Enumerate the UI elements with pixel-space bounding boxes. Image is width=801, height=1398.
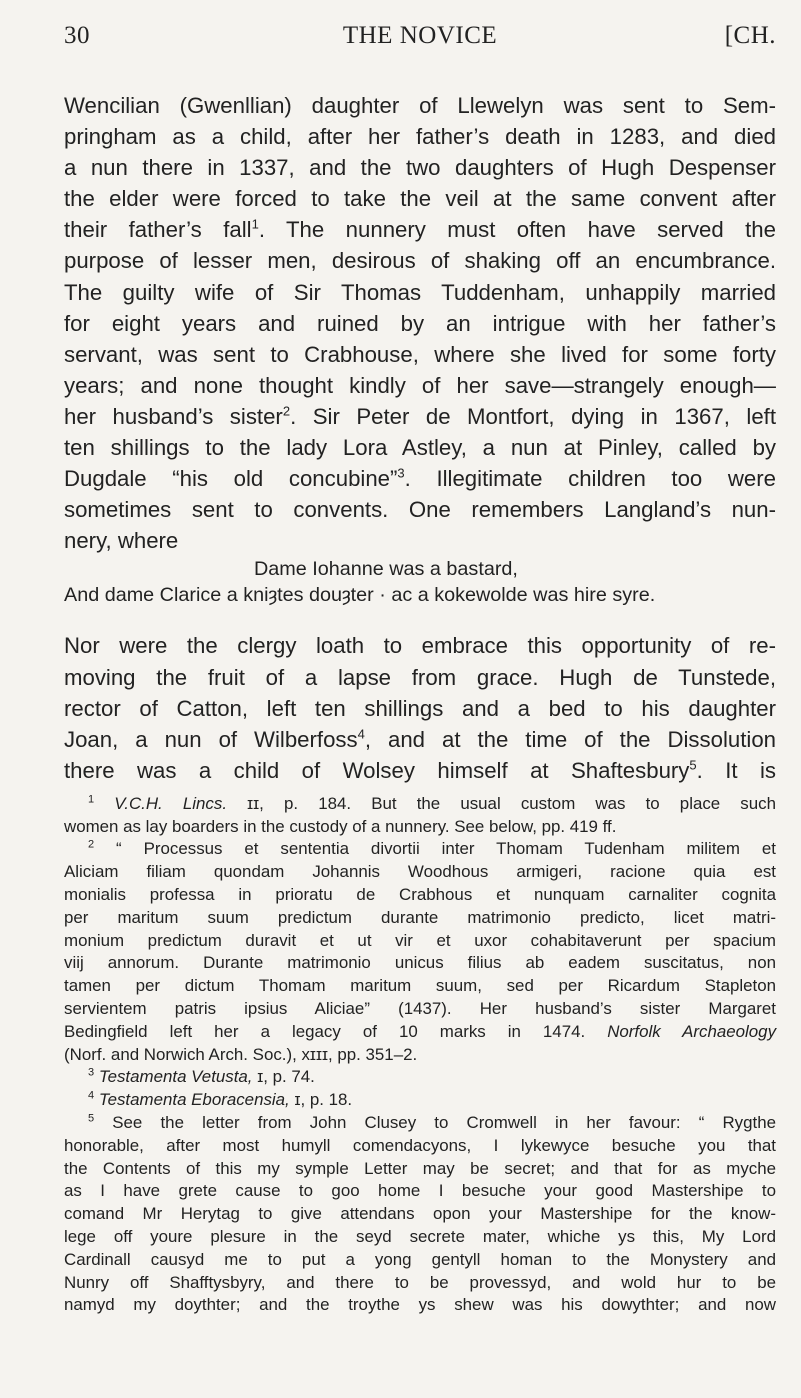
- footnote-line: honorable, after most humyll comendacyons, I lykewyce besuche you that: [64, 1135, 776, 1155]
- footnotes: [64, 793, 776, 1317]
- footnote-mark: 3: [397, 465, 405, 481]
- text-line: Joan, a nun of Wilberfoss$^4$, and at the time of the Dissolution: [64, 726, 776, 752]
- footnote-line: Bedingfield left her a legacy of 10 marks in 1474. Norfolk Archaeology: [64, 1021, 777, 1041]
- footnote-line: the Contents of this my symple Letter may be secret; and that for as myche: [64, 1158, 776, 1178]
- running-title: THE NOVICE: [342, 22, 498, 49]
- text-line: servant, was sent to Crabhouse, where she lived for some forty: [64, 341, 776, 367]
- text-line: purpose of lesser men, desirous of shaking off an encumbrance.: [64, 248, 776, 274]
- text-line: rector of Catton, left ten shillings and a bed to his daughter: [64, 695, 776, 721]
- footnote-line: tamen per dictum Thomam maritum suum, sed per Ricardum Stapleton: [64, 976, 776, 996]
- text-line: years; and none thought kindly of her save—strangely enough—: [64, 372, 776, 398]
- footnote-line: monium predictum duravit et ut vir et uxor cohabitaverunt per spacium: [64, 930, 776, 950]
- footnote-line: per maritum suum predictum durante matrimonio predicto, licet matri-: [64, 907, 776, 927]
- footnote-line: viij annorum. Durante matrimonio unicus filius ab eadem suscitatus, non: [64, 953, 776, 973]
- footnote-mark: 1: [251, 216, 259, 232]
- text-line: the elder were forced to take the veil at the same convent after: [64, 186, 776, 212]
- verse-line: Dame Iohanne was a bastard,: [254, 558, 518, 581]
- text-line: moving the fruit of a lapse from grace. Hugh de Tunstede,: [64, 664, 776, 690]
- text-line: a nun there in 1337, and the two daughters of Hugh Despenser: [64, 155, 776, 181]
- text-line: Dugdale “his old concubine”$^3$. Illegitimate children too were: [64, 465, 776, 492]
- chapter-marker: [CH.: [724, 22, 776, 49]
- running-header: [64, 22, 776, 60]
- footnote-mark: 2: [282, 403, 291, 419]
- text-line: Nor were the clergy loath to embrace this opportunity of re-: [64, 633, 776, 659]
- footnote-4: $^4$ Testamenta Eboracensia, ɪ, p. 18.: [88, 1089, 353, 1110]
- text-line: nery, where: [64, 528, 179, 554]
- verse-line: And dame Clarice a kniȝtes douȝter · ac a kokewolde was hire syre.: [64, 584, 656, 607]
- text-line: sometimes sent to convents. One remembers Langland’s nun-: [64, 497, 776, 523]
- text-line: there was a child of Wolsey himself at Shaftesbury$^5$. It is: [64, 757, 776, 783]
- footnote-line: servientem patris ipsius Aliciae” (1437). Her husband’s sister Margaret: [64, 999, 776, 1019]
- footnote-line: monialis professa in prioratu de Crabhous et nunquam carnaliter cognita: [64, 885, 776, 905]
- footnote-mark: 4: [357, 726, 365, 742]
- footnote-mark: 5: [689, 757, 697, 773]
- paragraph-2: [64, 630, 776, 785]
- text-line: Wencilian (Gwenllian) daughter of Llewelyn was sent to Sem-: [64, 93, 776, 118]
- book-page: [64, 22, 776, 1317]
- text-line: her husband’s sister$^2$. Sir Peter de Montfort, dying in 1367, left: [64, 403, 776, 429]
- text-line: for eight years and ruined by an intrigue with her father’s: [64, 310, 776, 336]
- footnote-line: lege off youre plesure in the seyd secrete mater, whiche ys this, My Lord: [64, 1227, 776, 1247]
- footnote-line: Aliciam filiam quondam Johannis Woodhous armigeri, racione quia est: [64, 862, 776, 882]
- text-line: pringham as a child, after her father’s death in 1283, and died: [64, 124, 776, 150]
- text-line: The guilty wife of Sir Thomas Tuddenham, unhappily married: [64, 279, 776, 305]
- footnote-line: namyd my doythter; and the troythe ys shew was his dowythter; and now: [64, 1295, 776, 1315]
- text-line: their father’s fall$^1$. The nunnery must often have served the: [64, 216, 776, 243]
- footnote-line: as I have grete cause to goo home I besuche your good Mastershipe to: [64, 1181, 776, 1201]
- page-number: 30: [64, 22, 90, 49]
- footnote-3: $^3$ Testamenta Vetusta, ɪ, p. 74.: [88, 1066, 315, 1087]
- paragraph-1: [64, 90, 776, 556]
- footnote-2: $^2$ “ Processus et sententia divortii inter Thomam Tudenham militem et: [88, 838, 776, 859]
- footnote-line: Nunry off Shafftysbyry, and there to be provessyd, and wold hur to be: [64, 1272, 776, 1292]
- verse-quotation: [64, 556, 776, 608]
- footnote-line: women as lay boarders in the custody of a nunnery. See below, pp. 419 ff.: [64, 816, 617, 836]
- footnote-line: comand Mr Herytag to give attendans opon your Mastershipe for the know-: [64, 1204, 776, 1224]
- footnote-line: Cardinall causyd me to put a yong gentyll homan to the Monystery and: [64, 1249, 776, 1269]
- footnote-line: (Norf. and Norwich Arch. Soc.), xɪɪɪ, pp. 351–2.: [64, 1044, 418, 1064]
- text-line: ten shillings to the lady Lora Astley, a nun at Pinley, called by: [64, 435, 776, 461]
- footnote-1: $^1$ V.C.H. Lincs. ɪɪ, p. 184. But the usual custom was to place such: [88, 793, 776, 813]
- footnote-5: $^5$ See the letter from John Clusey to Cromwell in her favour: “ Rygthe: [88, 1112, 776, 1133]
